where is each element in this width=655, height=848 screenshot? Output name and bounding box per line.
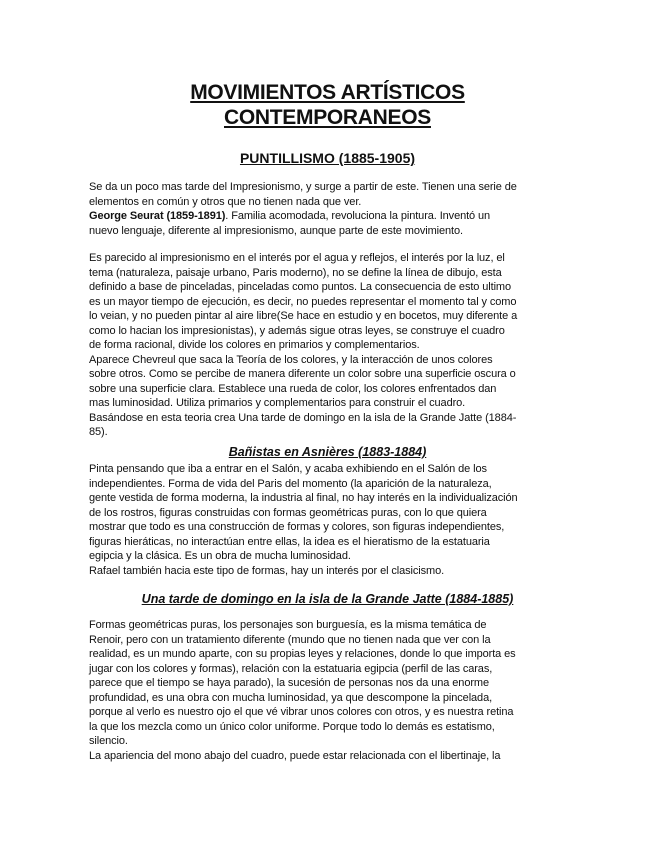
text-line: definido a base de pinceladas, pinceladas como puntos. La consecuencia de esto ultimo [89,281,512,293]
paragraph-grande-jatte [89,618,569,763]
text-line: profundidad, es una obra con mucha luminosidad, ya que descompone la pincelada, [89,691,493,704]
section-heading: PUNTILLISMO (1885-1905) [239,150,416,166]
artist-name: George Seurat (1859-1891) [89,210,226,222]
text-line: Se da un poco mas tarde del Impresionismo, y surge a partir de este. Tienen una serie de [89,181,517,193]
text-line: tema (naturaleza, paisaje urbano, Paris moderno), no se define la línea de dibujo, esta [89,266,502,279]
text-line: realidad, es un mundo aparte, con su propias leyes y relaciones, donde lo que importa es [89,648,516,660]
text-line: Basándose en esta teoria crea Una tarde de domingo en la isla de la Grande Jatte (1884- [89,411,517,424]
text-line: lo veian, y no pueden pintar al aire libre(Se hace en estudio y en bocetos, muy diferente a [89,310,518,322]
text-line: como lo hacian los impresionistas), y además sigue otras leyes, se construye el cuadro [89,324,505,337]
text-line: Pinta pensando que iba a entrar en el Salón, y acaba exhibiendo en el Salón de los [89,463,487,475]
text-line: mostrar que todo es una construcción de formas y colores, son figuras independientes, [89,521,505,533]
text-line: es un mayor tiempo de ejecución, es decir, no puedes representar el momento tal y como [89,295,517,308]
text-line: Es parecido al impresionismo en el interés por el agua y reflejos, el interés por la luz, el [89,252,505,264]
artist-line [89,209,569,224]
text-line: silencio. [89,735,128,747]
text-line: porque al verlo es nuestro ojo el que vé vibrar unos colores con otros, y es nuestra retina [89,706,514,718]
text-line: elementos en común y otros que no tienen nada que ver. [89,195,362,208]
document-title [0,80,655,130]
text-line: sobre otros. Como se percibe de manera diferente un color sobre una superficie oscura o [89,368,516,380]
text-line: figuras hieráticas, no interactúan entre ellas, la idea es el hieratismo de la estatuaria [89,535,490,548]
text-line: 85). [89,426,108,438]
paragraph-banistas [89,462,569,578]
text-line: sobre una superficie clara. Establece una rueda de color, los colores enfrentados dan [89,382,497,395]
text-line: independientes. Forma de vida del Paris del momento (la aparición de la naturaleza, [89,477,492,490]
subheading-banistas: Bañistas en Asnières (1883-1884) [228,445,427,459]
text-line: parece que el tiempo se haya parado), la sucesión de personas nos da una enorme [89,677,489,689]
text-line: de forma racional, divide los colores en primarios y complementarios. [89,339,420,351]
text-line: Renoir, pero con un tratamiento diferente (mundo que no tienen nada que ver con la [89,633,491,646]
text-line: jugar con los colores y formas), relación con la estatuaria egipcia (perfil de las caras, [89,662,493,675]
text-line: gente vestida de forma moderna, la industria al final, no hay interés en la individualización [89,492,518,504]
text-line: Rafael también hacia este tipo de formas, hay un interés por el clasicismo. [89,564,445,577]
title-line-2: CONTEMPORANEOS [224,106,431,129]
text-line: Formas geométricas puras, los personajes son burguesía, es la misma temática de [89,619,487,631]
artist-desc: . Familia acomodada, revoluciona la pintura. Inventó un [225,210,491,222]
text-line: La apariencia del mono abajo del cuadro, puede estar relacionada con el libertinaje, la [89,749,501,762]
text-line: mas luminosidad. Utiliza primarios y complementarios para construir el cuadro. [89,397,466,409]
text-line: de los rostros, figuras construidas con formas geométricas puras, con lo que quiera [89,506,487,519]
subheading-grande-jatte: Una tarde de domingo en la isla de la Grande Jatte (1884-1885) [141,592,514,606]
text-line: Aparece Chevreul que saca la Teoría de los colores, y la interacción de unos colores [89,353,493,366]
text-line: egipcia y la clásica. Es un obra de mucha luminosidad. [89,550,351,562]
text-line: la que los mezcla como un único color uniforme. Porque todo lo demás es estatismo, [89,720,495,733]
title-line-1: MOVIMIENTOS ARTÍSTICOS [190,81,465,104]
paragraph-impressionism [89,251,569,440]
text-line: nuevo lenguaje, diferente al impresionismo, aunque parte de este movimiento. [89,224,463,237]
intro-paragraph [89,180,569,238]
